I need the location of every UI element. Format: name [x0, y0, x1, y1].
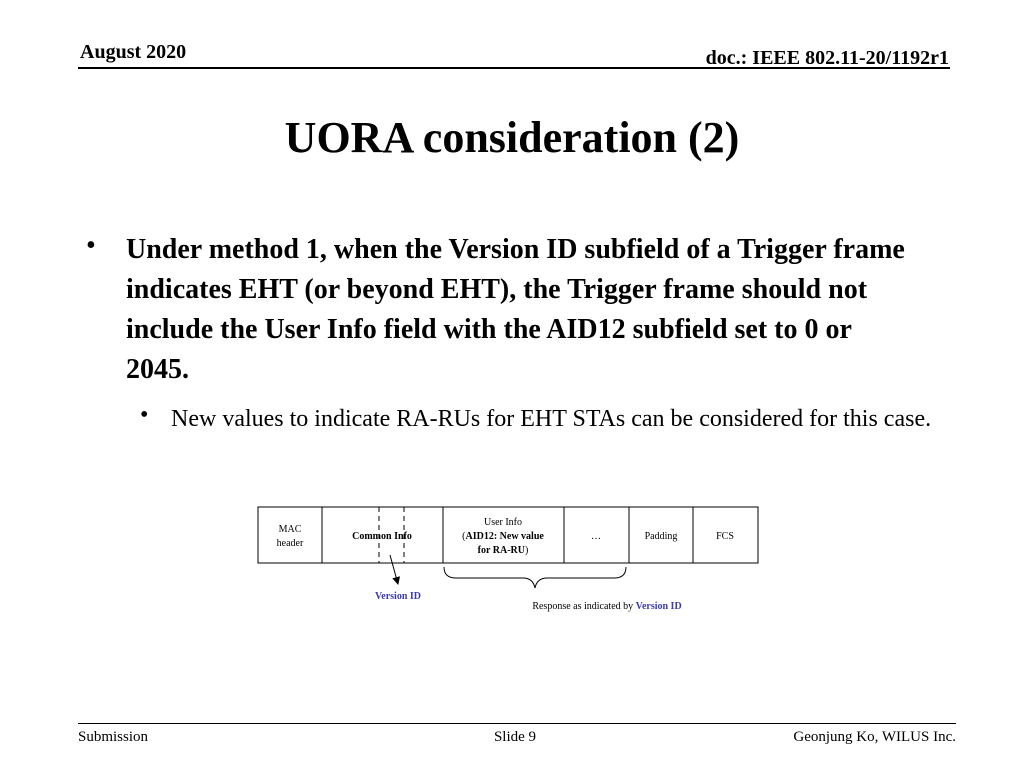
version-id-label: Version ID	[374, 591, 422, 602]
footer-rule	[78, 723, 956, 724]
slide-title: UORA consideration (2)	[284, 113, 740, 162]
header-doc-id: doc.: IEEE 802.11-20/1192r1	[705, 47, 949, 69]
version-id-arrow	[390, 555, 398, 584]
common-info-label: Common Info	[352, 531, 412, 542]
mac-header-label-2: header	[276, 538, 304, 549]
bullet-dot: •	[140, 402, 149, 428]
footer-slide-number: Slide 9	[493, 729, 537, 745]
bullet-sub-text: New values to indicate RA-RUs for EHT STAs can be considered for this case.	[171, 406, 932, 432]
footer-submission: Submission	[78, 729, 149, 745]
mac-header-label-1: MAC	[278, 524, 302, 535]
fcs-label: FCS	[716, 531, 734, 542]
bullet-dot: •	[86, 230, 96, 261]
padding-label: Padding	[644, 531, 678, 542]
header-date: August 2020	[80, 41, 187, 63]
footer-author: Geonjung Ko, WILUS Inc.	[793, 729, 956, 745]
response-caption: Response as indicated by Version ID	[532, 601, 682, 612]
bullet-main-text: Under method 1, when the Version ID subfield of a Trigger frame indicates EHT (or beyond EHT), the Trigger frame should not include the User Info field with the AID12 subfield set to 0 or 2045.	[126, 234, 905, 385]
user-info-aid-line: (AID12: New value	[462, 531, 544, 542]
response-brace	[444, 567, 626, 588]
user-info-label: User Info	[483, 517, 523, 528]
user-info-rau-line: for RA-RU)	[477, 545, 529, 556]
ellipsis-label: …	[591, 531, 601, 542]
field-mac-header	[258, 507, 322, 563]
